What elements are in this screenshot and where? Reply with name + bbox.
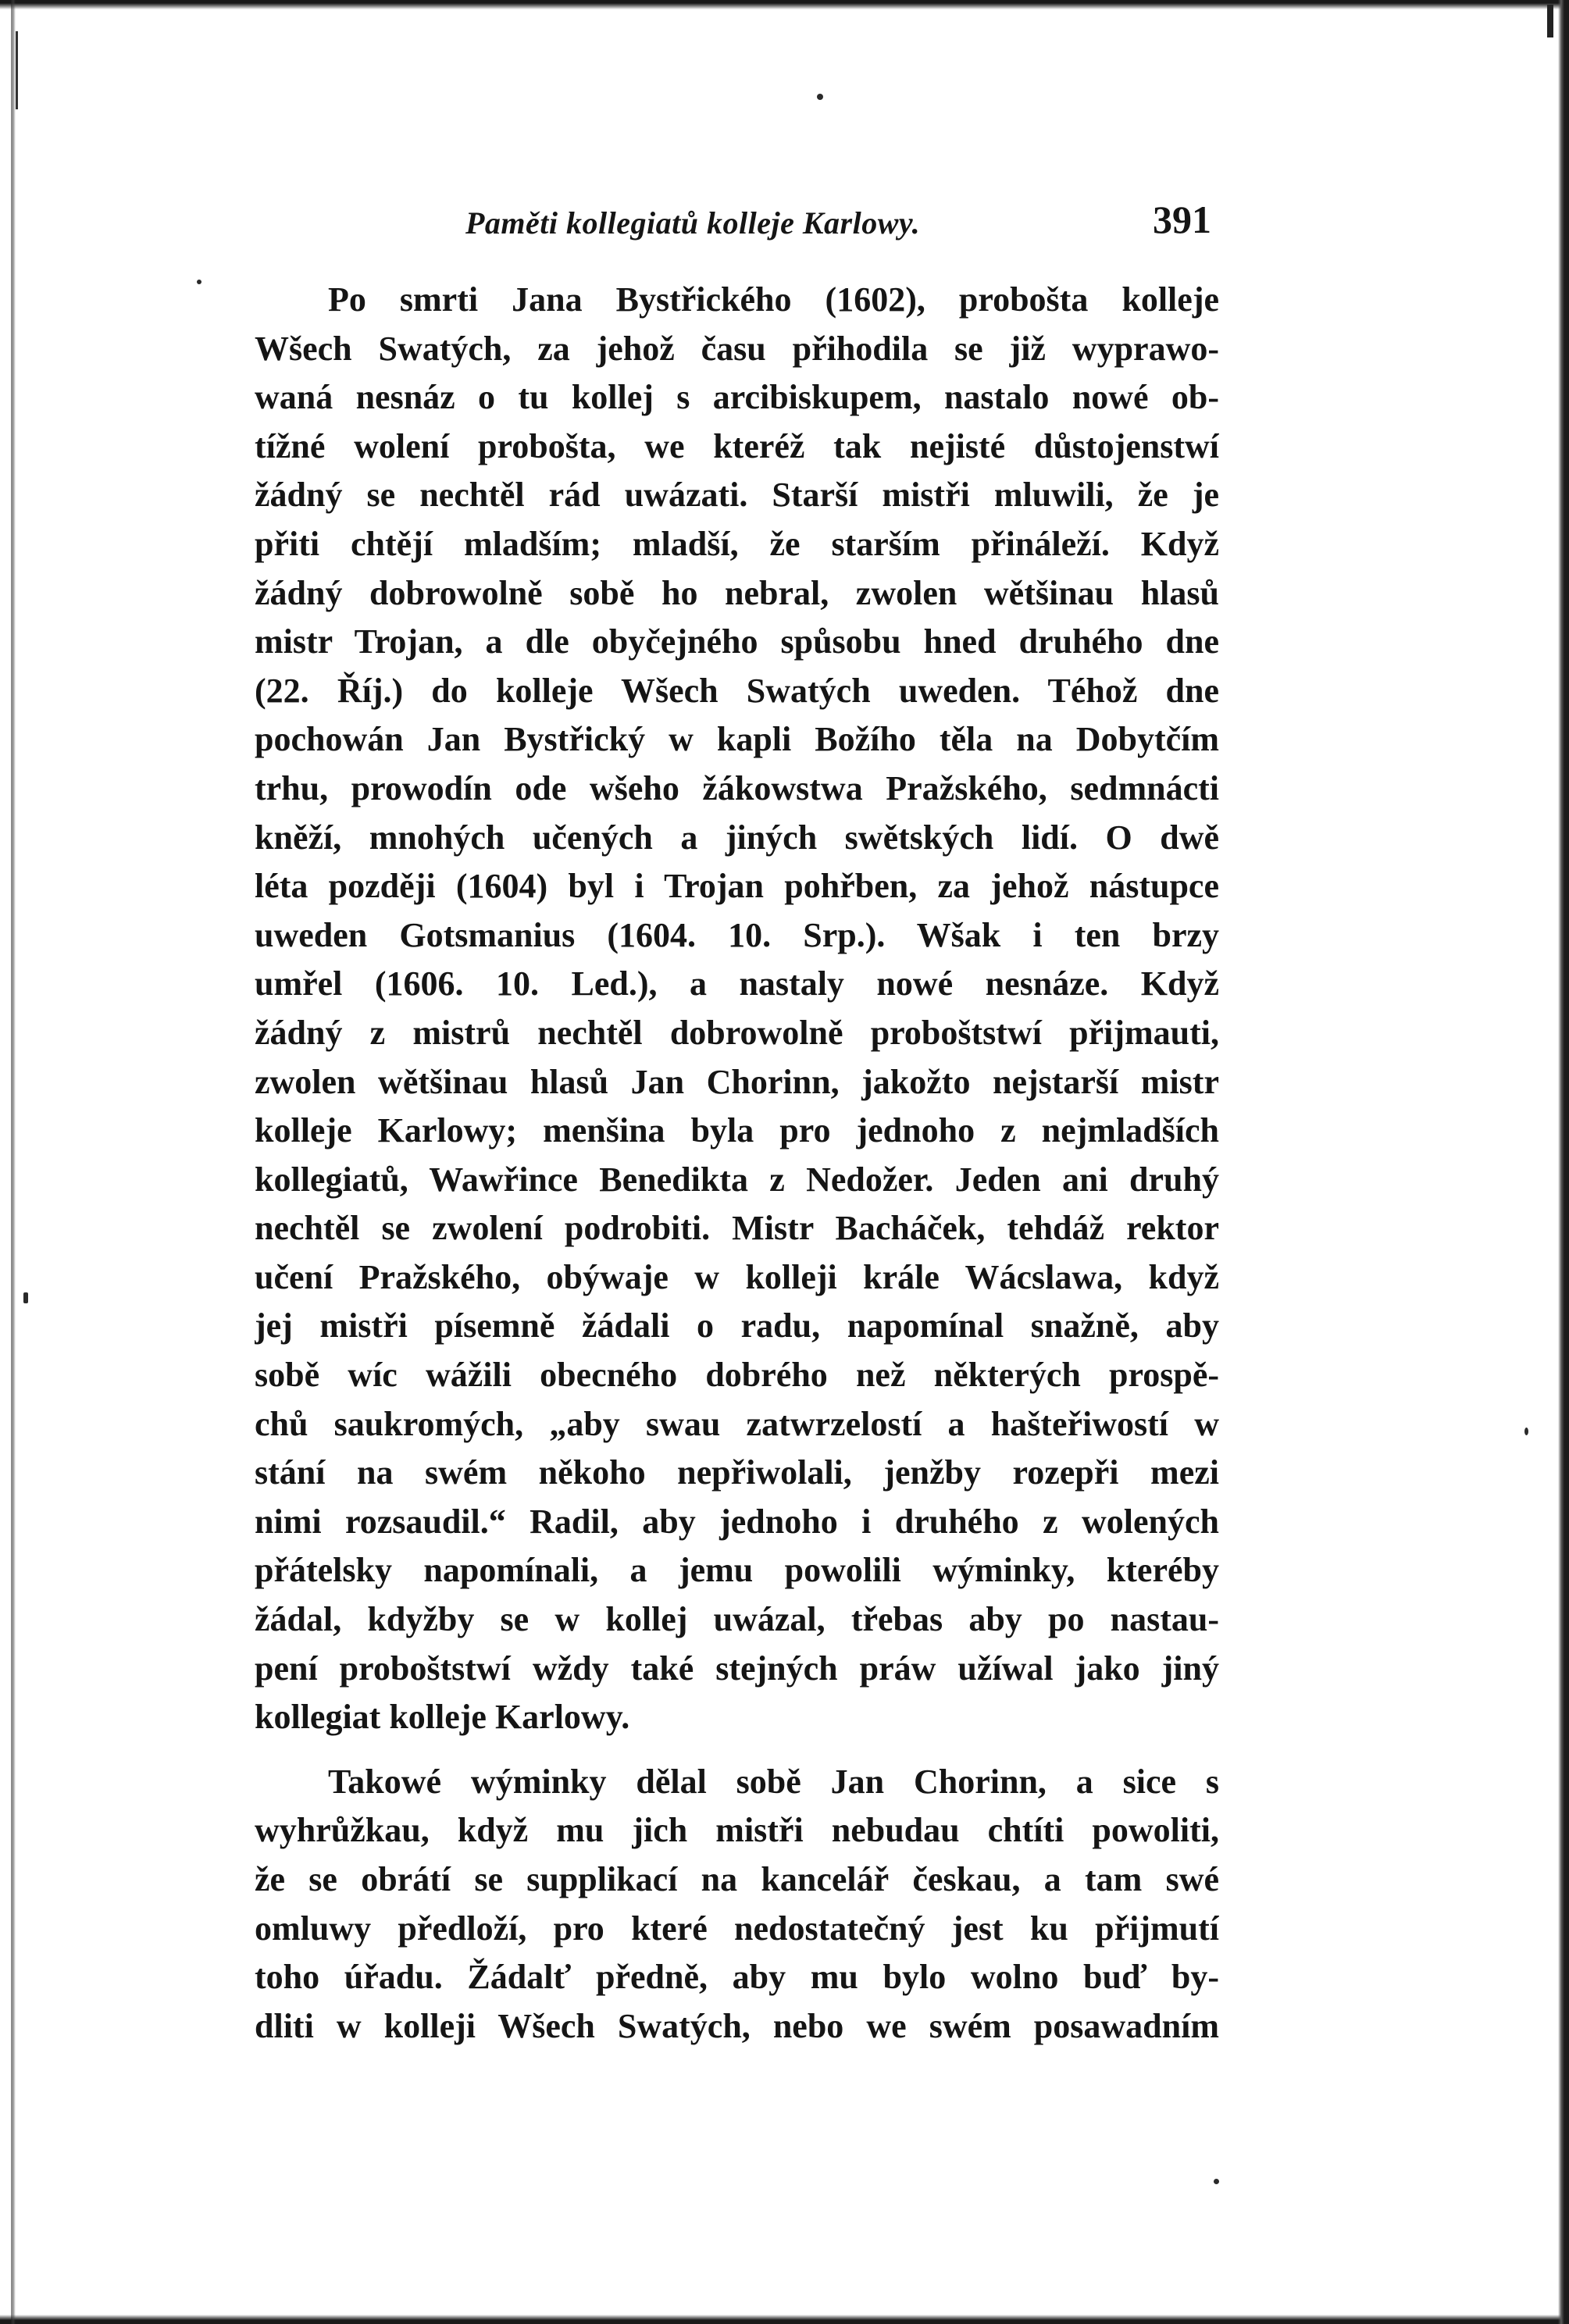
text-line: tížné wolení probošta, we kteréž tak nejisté důstojenstwí [255,426,1219,465]
text-line: sobě wíc wážili obecného dobrého než některých prospě- [255,1356,1219,1395]
text-line: umřel (1606. 10. Led.), a nastaly nowé nesnáze. Když [255,964,1219,1003]
text-line: Po smrti Jana Bystřického (1602), probošta kolleje [328,280,1219,319]
text-line: přátelsky napomínali, a jemu powolili wýminky, kteréby [255,1551,1219,1590]
text-line: pení proboštstwí wždy také stejných práw užíwal jako jiný [255,1649,1219,1688]
text-line: toho úřadu. Žádalť předně, aby mu bylo wolno buď by- [255,1958,1219,1997]
text-line: chů saukromých, „aby swau zatwrzelostí a hašteřiwostí w [255,1404,1219,1443]
scan-edge-left-mark [16,31,18,109]
body-text [255,276,1219,2051]
text-line: nechtěl se zwolení podrobiti. Mistr Bacháček, tehdáž rektor [255,1209,1219,1248]
page-number: 391 [1153,198,1211,241]
scan-edge-right [1558,0,1569,2324]
text-line: wyhrůžkau, když mu jich mistři nebudau chtíti powoliti, [255,1811,1219,1850]
text-line: omluwy předloží, pro které nedostatečný jest ku přijmutí [255,1909,1219,1948]
scan-speck [197,280,201,284]
text-line: jej mistři písemně žádali o radu, napomínal snažně, aby [255,1306,1219,1346]
scan-edge-top [0,0,1569,9]
text-line: žádný z mistrů nechtěl dobrowolně proboštstwí přijmauti, [255,1013,1219,1052]
text-line: že se obrátí se supplikací na kancelář českau, a tam swé [255,1860,1219,1898]
text-line: kolleje Karlowy; menšina byla pro jednoho z nejmladších [255,1111,1219,1150]
scan-speck [1214,2179,1219,2184]
text-line: dliti w kolleji Wšech Swatých, nebo we swém posawadním [255,2006,1219,2045]
scan-speck [817,94,823,100]
text-line: uweden Gotsmanius (1604. 10. Srp.). Wšak i ten brzy [255,915,1219,954]
text-line: Wšech Swatých, za jehož času přihodila se již wyprawo- [255,329,1219,368]
text-line: kollegiat kolleje Karlowy. [255,1698,630,1737]
running-title: Paměti kollegiatů kolleje Karlowy. [465,205,921,241]
scan-edge-left [11,0,16,2324]
text-line: zwolen wětšinau hlasů Jan Chorinn, jakožto nejstarší mistr [255,1062,1219,1101]
text-line: kněží, mnohých učených a jiných swětských lidí. O dwě [255,818,1219,857]
text-line: stání na swém někoho nepřiwolali, jenžby rozepři mezi [255,1453,1219,1492]
text-line: kollegiatů, Wawřince Benedikta z Nedožer. Jeden ani druhý [255,1160,1219,1199]
text-line: přiti chtějí mladším; mladší, že starším přináleží. Když [255,524,1219,563]
text-line: nimi rozsaudil.“ Radil, aby jednoho i druhého z wolených [255,1502,1219,1541]
paragraph-1 [255,276,1219,1742]
text-line: žádal, kdyžby se w kollej uwázal, třebas aby po nastau- [255,1600,1219,1639]
scan-speck [23,1292,28,1303]
page-header [255,195,1219,258]
text-line: waná nesnáz o tu kollej s arcibiskupem, nastalo nowé ob- [255,378,1219,417]
text-line: žádný se nechtěl rád uwázati. Starší mistři mluwili, že je [255,476,1219,515]
scan-speck [1524,1428,1528,1435]
text-line: mistr Trojan, a dle obyčejného spůsobu hned druhého dne [255,622,1219,661]
text-line: trhu, prowodín ode wšeho žákowstwa Pražského, sedmnácti [255,768,1219,807]
text-line: léta později (1604) byl i Trojan pohřben, za jehož nástupce [255,867,1219,906]
text-line: učení Pražského, obýwaje w kolleji krále Wácslawa, když [255,1257,1219,1296]
text-line: (22. Říj.) do kolleje Wšech Swatých uweden. Téhož dne [255,671,1219,710]
text-line: žádný dobrowolně sobě ho nebral, zwolen wětšinau hlasů [255,573,1219,612]
scan-edge-right-mark [1547,5,1553,37]
scan-edge-bottom [0,2315,1569,2324]
paragraph-gap [255,1742,1219,1758]
paragraph-2 [255,1758,1219,2051]
text-line: pochowán Jan Bystřický w kapli Božího těla na Dobytčím [255,720,1219,759]
text-line: Takowé wýminky dělal sobě Jan Chorinn, a sice s [328,1762,1219,1801]
